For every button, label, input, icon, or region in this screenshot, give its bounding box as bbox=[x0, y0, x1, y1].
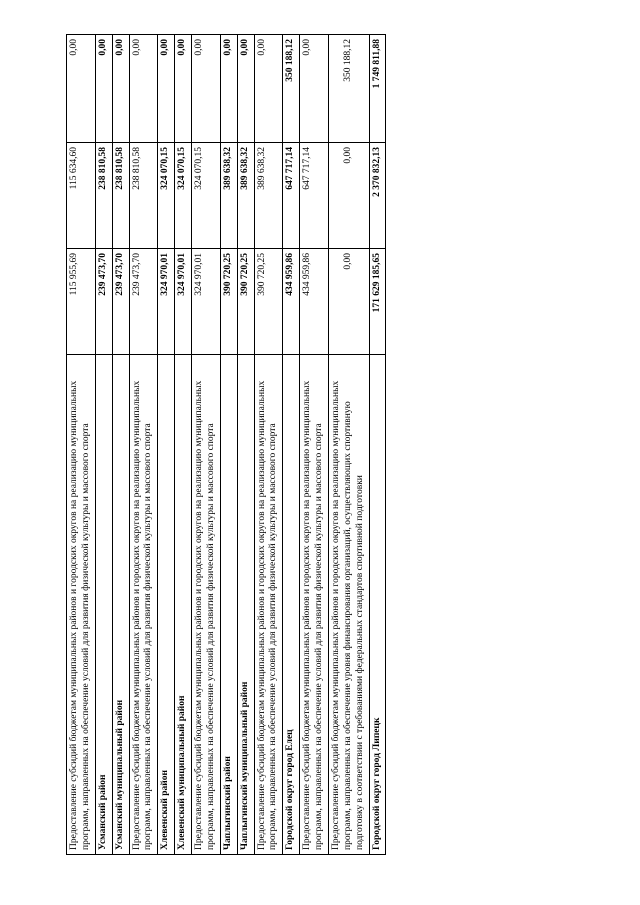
row-name-cell: Хлевенский муниципальный район bbox=[175, 355, 192, 855]
row-name-cell: Чаплыгинский муниципальный район bbox=[237, 355, 254, 855]
table-row bbox=[112, 35, 129, 855]
row-name-cell: Чаплыгинский район bbox=[220, 355, 237, 855]
table-row bbox=[95, 35, 112, 855]
row-name-cell: Предоставление субсидий бюджетам муниципальных районов и городских округов на реализацию муниципальных программ, направленных на обеспечение условий для развития физической культуры и массового спорта bbox=[300, 355, 329, 855]
row-name-cell: Усманский район bbox=[95, 355, 112, 855]
table-row bbox=[192, 35, 221, 855]
value-cell-1: 324 970,01 bbox=[175, 249, 192, 355]
value-cell-2: 647 717,14 bbox=[283, 143, 300, 249]
value-cell-3: 0,00 bbox=[220, 35, 237, 143]
value-cell-2: 324 070,15 bbox=[175, 143, 192, 249]
row-name-cell: Предоставление субсидий бюджетам муниципальных районов и городских округов на реализацию муниципальных программ, направленных на обеспечение условий для развития физической культуры и массового спорта bbox=[192, 355, 221, 855]
table-row bbox=[67, 35, 96, 855]
value-cell-3: 0,00 bbox=[237, 35, 254, 143]
value-cell-3: 0,00 bbox=[158, 35, 175, 143]
value-cell-1: 0,00 bbox=[328, 249, 369, 355]
value-cell-1: 390 720,25 bbox=[220, 249, 237, 355]
table-row bbox=[300, 35, 329, 855]
value-cell-1: 171 629 185,65 bbox=[369, 249, 386, 355]
value-cell-3: 0,00 bbox=[254, 35, 283, 143]
row-name-cell: Предоставление субсидий бюджетам муниципальных районов и городских округов на реализацию муниципальных программ, направленных на обеспечение условий для развития физической культуры и массового спорта bbox=[129, 355, 158, 855]
value-cell-1: 390 720,25 bbox=[254, 249, 283, 355]
value-cell-1: 239 473,70 bbox=[95, 249, 112, 355]
value-cell-2: 0,00 bbox=[328, 143, 369, 249]
table-row bbox=[129, 35, 158, 855]
row-name-cell: Предоставление субсидий бюджетам муниципальных районов и городских округов на реализацию муниципальных программ, направленных на обеспечение условий для развития физической культуры и массового спорта bbox=[67, 355, 96, 855]
value-cell-2: 389 638,32 bbox=[254, 143, 283, 249]
table-row bbox=[237, 35, 254, 855]
value-cell-3: 0,00 bbox=[112, 35, 129, 143]
value-cell-3: 0,00 bbox=[129, 35, 158, 143]
value-cell-1: 115 955,69 bbox=[67, 249, 96, 355]
row-name-cell: Предоставление субсидий бюджетам муниципальных районов и городских округов на реализацию муниципальных программ, направленных на обеспечение условий для развития физической культуры и массового спорта bbox=[254, 355, 283, 855]
value-cell-1: 239 473,70 bbox=[112, 249, 129, 355]
value-cell-1: 239 473,70 bbox=[129, 249, 158, 355]
table-row bbox=[254, 35, 283, 855]
value-cell-3: 0,00 bbox=[192, 35, 221, 143]
value-cell-1: 324 970,01 bbox=[158, 249, 175, 355]
value-cell-2: 2 370 832,13 bbox=[369, 143, 386, 249]
value-cell-2: 238 810,58 bbox=[95, 143, 112, 249]
value-cell-3: 350 188,12 bbox=[283, 35, 300, 143]
table-row bbox=[158, 35, 175, 855]
table-row bbox=[369, 35, 386, 855]
value-cell-3: 0,00 bbox=[175, 35, 192, 143]
value-cell-2: 389 638,32 bbox=[237, 143, 254, 249]
row-name-cell: Усманский муниципальный район bbox=[112, 355, 129, 855]
value-cell-1: 434 959,86 bbox=[283, 249, 300, 355]
value-cell-2: 115 634,60 bbox=[67, 143, 96, 249]
table-row bbox=[328, 35, 369, 855]
value-cell-1: 390 720,25 bbox=[237, 249, 254, 355]
row-name-cell: Городской округ город Елец bbox=[283, 355, 300, 855]
table-body bbox=[67, 35, 386, 855]
value-cell-2: 324 070,15 bbox=[158, 143, 175, 249]
value-cell-2: 389 638,32 bbox=[220, 143, 237, 249]
value-cell-1: 434 959,86 bbox=[300, 249, 329, 355]
value-cell-3: 0,00 bbox=[67, 35, 96, 143]
value-cell-1: 324 970,01 bbox=[192, 249, 221, 355]
table-row bbox=[175, 35, 192, 855]
value-cell-3: 0,00 bbox=[95, 35, 112, 143]
table-row bbox=[220, 35, 237, 855]
row-name-cell: Городской округ город Липецк bbox=[369, 355, 386, 855]
value-cell-3: 350 188,12 bbox=[328, 35, 369, 143]
value-cell-3: 1 749 811,88 bbox=[369, 35, 386, 143]
value-cell-2: 647 717,14 bbox=[300, 143, 329, 249]
table-row bbox=[283, 35, 300, 855]
value-cell-2: 238 810,58 bbox=[129, 143, 158, 249]
row-name-cell: Предоставление субсидий бюджетам муниципальных районов и городских округов на реализацию муниципальных программ, направленных на обеспечение уровня финансирования организаций, осуществляющих спортивную подготовку в соответствии с требованиями федеральных стандартов спортивной подготовки bbox=[328, 355, 369, 855]
value-cell-3: 0,00 bbox=[300, 35, 329, 143]
row-name-cell: Хлевенский район bbox=[158, 355, 175, 855]
value-cell-2: 238 810,58 bbox=[112, 143, 129, 249]
subsidy-table bbox=[66, 34, 386, 855]
value-cell-2: 324 070,15 bbox=[192, 143, 221, 249]
